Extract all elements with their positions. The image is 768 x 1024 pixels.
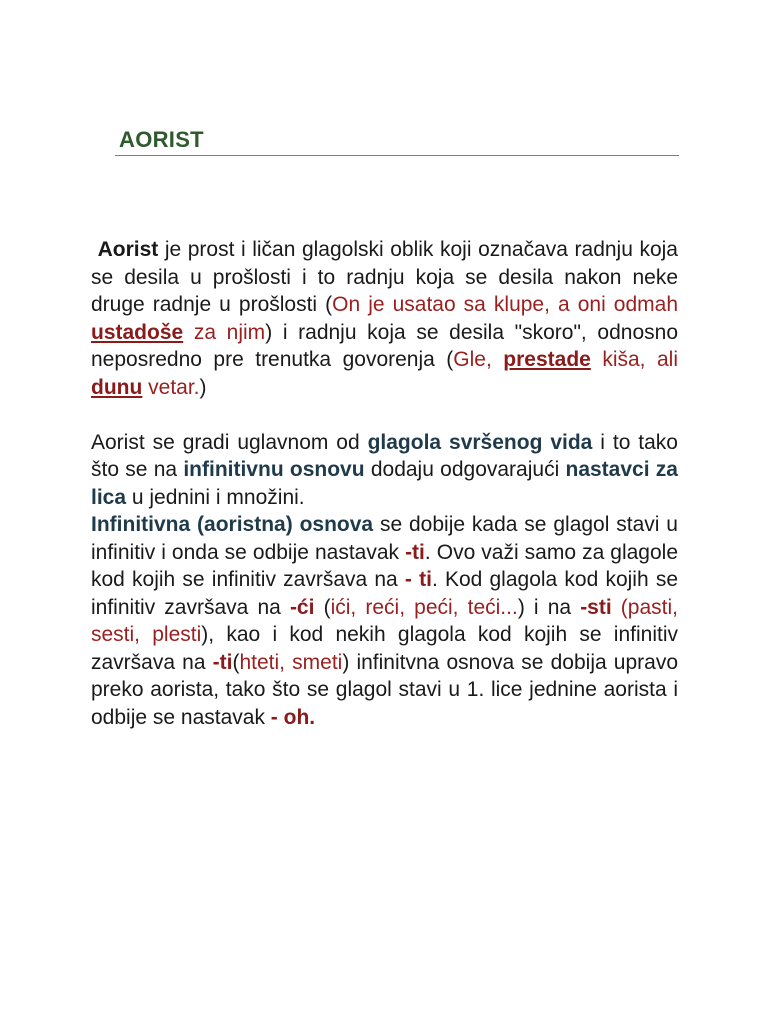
text: . Kod glagola kod kojih se infinitiv završava na: [91, 568, 679, 619]
key-term: Infinitivna (aoristna) osnova: [91, 513, 374, 536]
text: ) i na: [517, 595, 581, 619]
text: (: [314, 595, 331, 619]
suffix: - oh.: [270, 705, 316, 729]
text: se dobije kada se glagol stavi u infinitiv i onda se odbije nastavak: [91, 513, 678, 564]
example-text: kiša, ali: [590, 348, 678, 371]
key-term: glagola svršenog vida: [367, 430, 593, 454]
suffix: -ći: [289, 595, 315, 619]
page-title: AORIST: [119, 127, 204, 152]
paragraph-definition: [91, 236, 678, 401]
suffix: -sti: [580, 595, 612, 619]
text: Aorist se gradi uglavnom od: [91, 430, 368, 454]
text: . Ovo važi samo za glagole kod kojih se infinitiv završava na: [91, 540, 679, 591]
paragraph-stem: [91, 511, 678, 731]
document-body: [91, 236, 678, 731]
suffix: - ti: [404, 568, 432, 591]
text: dodaju odgovarajući: [364, 458, 566, 481]
key-term: infinitivnu osnovu: [183, 458, 365, 481]
example-text: ići, reći, peći, teći...: [330, 595, 518, 619]
key-term: nastavci za lica: [91, 458, 678, 509]
text: ): [199, 375, 207, 399]
suffix: -ti: [212, 650, 233, 674]
example-text: vetar.: [142, 375, 200, 399]
example-verb: dunu: [91, 375, 143, 399]
example-text: (pasti, sesti, plesti: [91, 595, 678, 646]
example-text: za njim: [183, 320, 266, 344]
text: i to tako što se na: [91, 430, 678, 481]
example-text: Gle,: [453, 348, 504, 371]
example-text: hteti, smeti: [239, 650, 343, 674]
example-text: On je usatao sa klupe, a oni odmah: [332, 293, 678, 316]
suffix: -ti: [405, 540, 425, 564]
text: ) i radnju koja se desila "skoro", odnosno neposredno pre trenutka govorenja (: [91, 320, 678, 371]
text: (: [232, 650, 240, 674]
example-verb: ustadoše: [91, 320, 184, 344]
term-aorist: Aorist: [97, 238, 159, 261]
paragraph-formation: [91, 429, 678, 512]
example-verb: prestade: [503, 348, 591, 371]
text: ), kao i kod nekih glagola kod kojih se infinitiv završava na: [91, 623, 678, 674]
text: ) infinitvna osnova se dobija upravo preko aorista, tako što se glagol stavi u 1. lice jednine aorista i odbije se nastavak: [91, 650, 679, 729]
text: je prost i ličan glagolski oblik koji označava radnju koja se desila u prošlosti i to radnju koja se desila nakon neke druge radnje u prošlosti (: [91, 238, 678, 316]
title-divider: [115, 155, 679, 156]
text: u jednini i množini.: [126, 485, 305, 509]
